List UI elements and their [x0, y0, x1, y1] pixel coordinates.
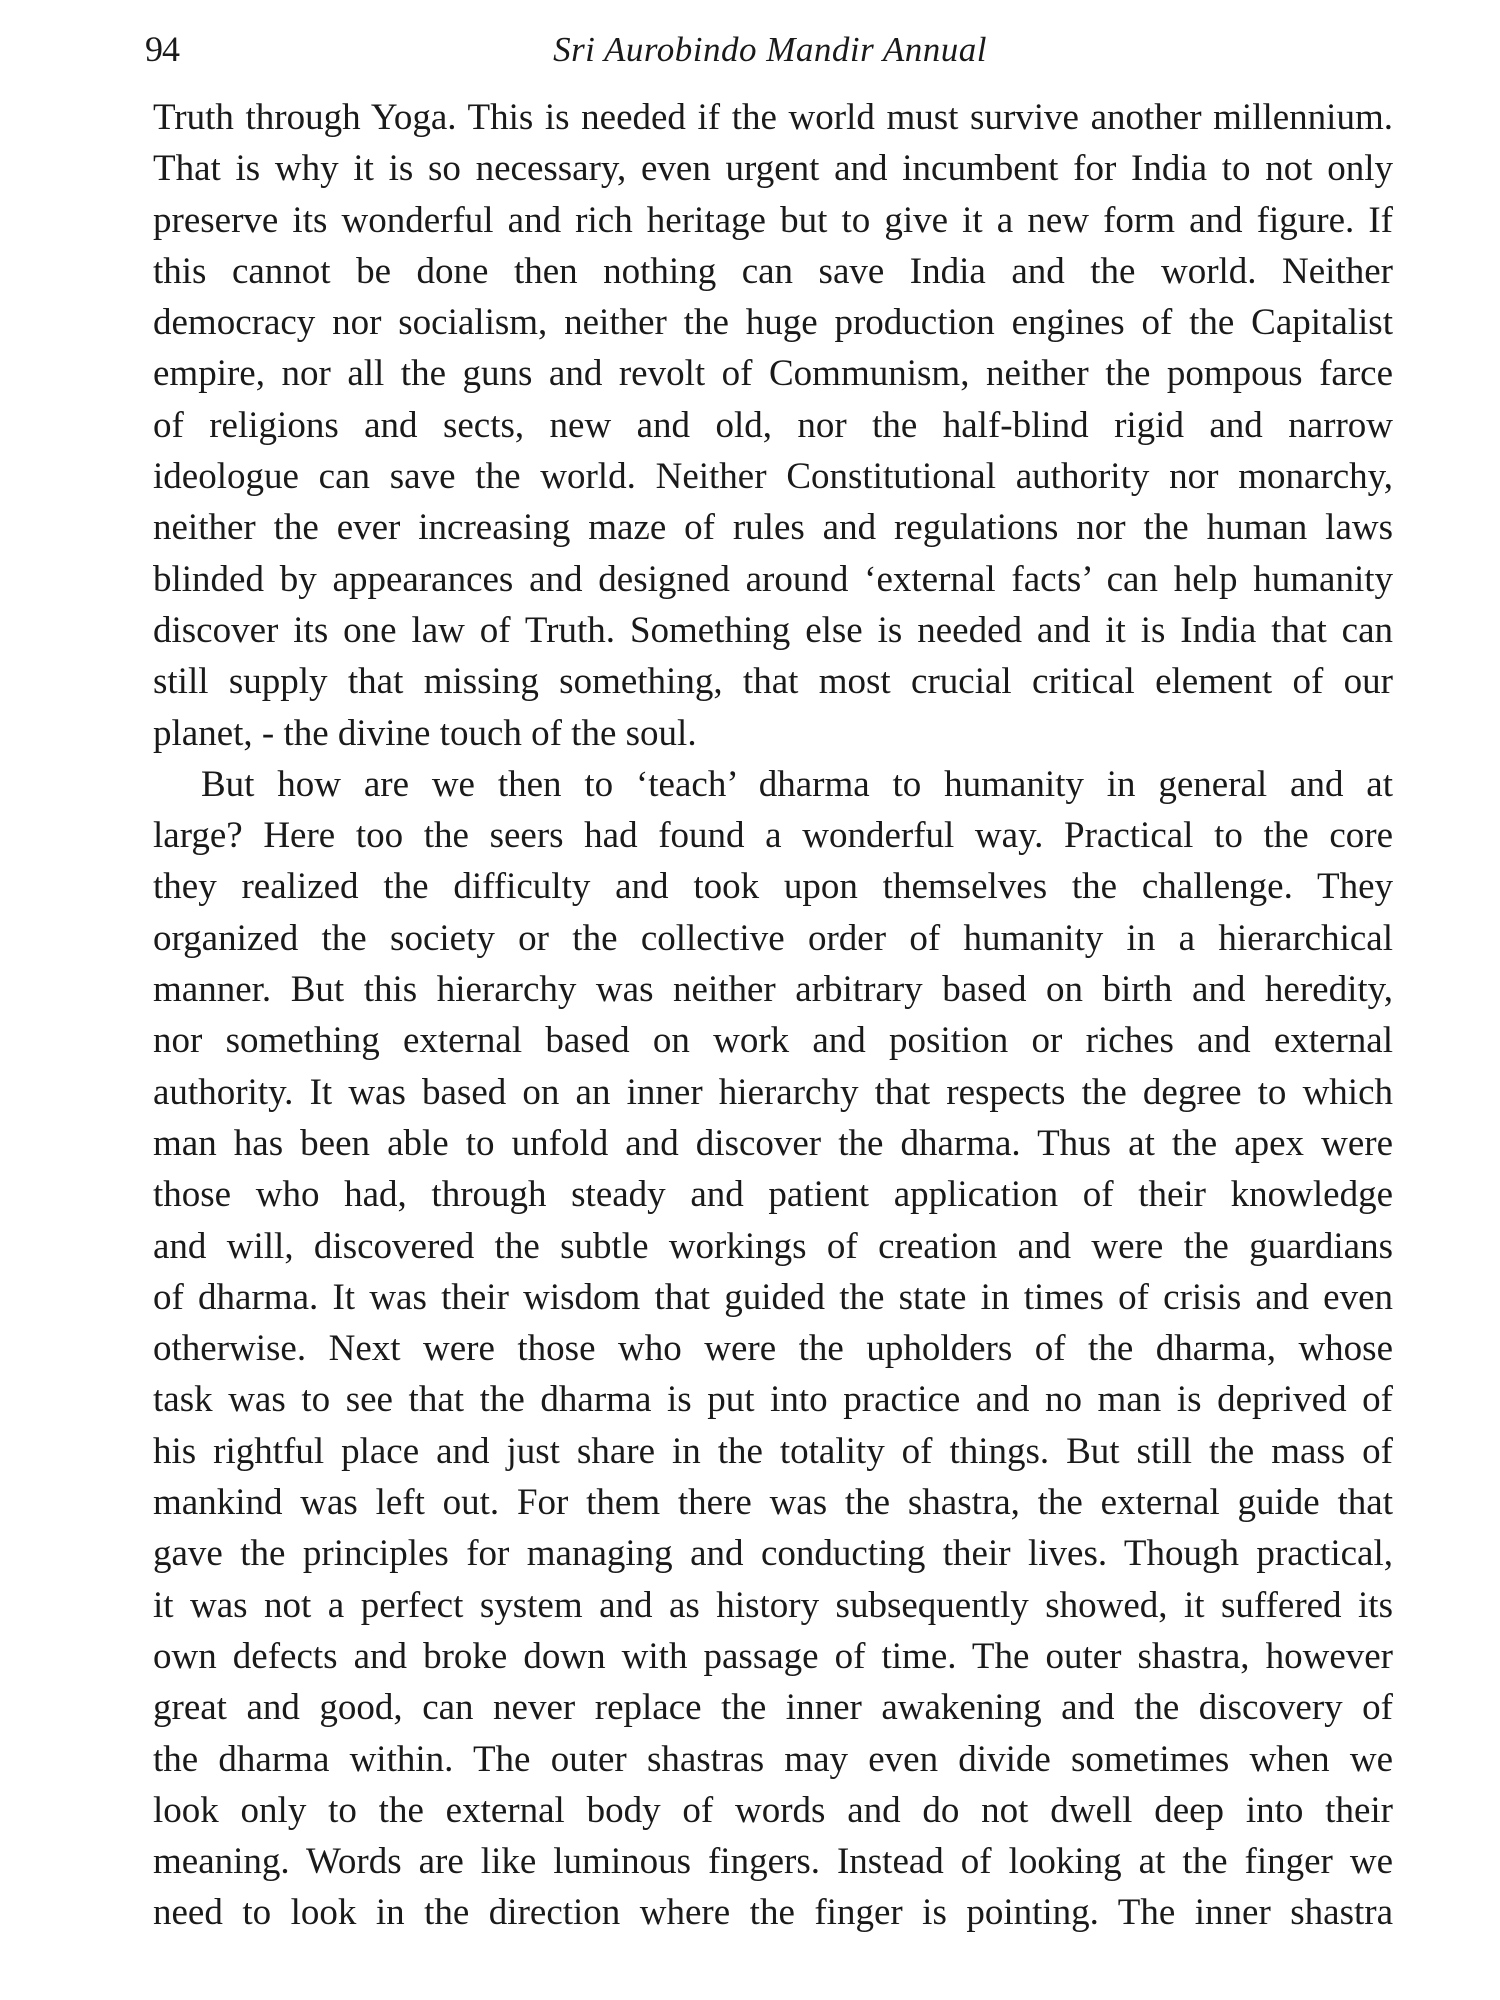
text-line: own defects and broke down with passage of time. The outer shastra, however: [153, 1635, 1393, 1677]
text-line: they realized the difficulty and took upon themselves the challenge. They: [153, 866, 1393, 908]
text-line: organized the society or the collective order of humanity in a hierarchical: [153, 917, 1393, 959]
text-line: neither the ever increasing maze of rules and regulations nor the human laws: [153, 507, 1393, 549]
text-line: That is why it is so necessary, even urgent and incumbent for India to not only: [153, 148, 1393, 190]
text-line: those who had, through steady and patient application of their knowledge: [153, 1174, 1393, 1216]
text-line: otherwise. Next were those who were the upholders of the dharma, whose: [153, 1328, 1393, 1370]
text-line: preserve its wonderful and rich heritage but to give it a new form and figure. If: [153, 199, 1393, 241]
text-line: authority. It was based on an inner hierarchy that respects the degree to which: [153, 1071, 1393, 1113]
text-line: gave the principles for managing and conducting their lives. Though practical,: [153, 1533, 1393, 1575]
text-line: But how are we then to ‘teach’ dharma to humanity in general and at: [201, 763, 1393, 805]
text-line: man has been able to unfold and discover the dharma. Thus at the apex were: [153, 1122, 1393, 1164]
text-line: planet, - the divine touch of the soul.: [153, 712, 697, 754]
text-line: of dharma. It was their wisdom that guided the state in times of crisis and even: [153, 1276, 1393, 1318]
text-line: nor something external based on work and position or riches and external: [153, 1020, 1393, 1062]
text-line: need to look in the direction where the finger is pointing. The inner shastra: [153, 1892, 1393, 1934]
text-line: discover its one law of Truth. Something else is needed and it is India that can: [153, 609, 1393, 651]
page-number: 94: [145, 29, 179, 69]
running-title: Sri Aurobindo Mandir Annual: [553, 30, 987, 69]
paragraph: [153, 759, 1393, 1939]
text-line: democracy nor socialism, neither the huge production engines of the Capitalist: [153, 302, 1393, 344]
text-line: task was to see that the dharma is put into practice and no man is deprived of: [153, 1379, 1393, 1421]
text-line: and will, discovered the subtle workings of creation and were the guardians: [153, 1225, 1393, 1267]
text-line: it was not a perfect system and as history subsequently showed, it suffered its: [153, 1584, 1393, 1626]
body-text: [153, 92, 1393, 1939]
text-line: large? Here too the seers had found a wonderful way. Practical to the core: [153, 815, 1393, 857]
text-line: mankind was left out. For them there was the shastra, the external guide that: [153, 1482, 1393, 1524]
text-line: his rightful place and just share in the totality of things. But still the mass of: [153, 1430, 1393, 1472]
text-line: Truth through Yoga. This is needed if the world must survive another millennium.: [153, 97, 1393, 138]
text-line: look only to the external body of words and do not dwell deep into their: [153, 1789, 1393, 1831]
text-line: this cannot be done then nothing can save India and the world. Neither: [153, 250, 1393, 292]
text-line: empire, nor all the guns and revolt of Communism, neither the pompous farce: [153, 353, 1393, 395]
text-line: still supply that missing something, that most crucial critical element of our: [153, 661, 1393, 703]
text-line: meaning. Words are like luminous fingers. Instead of looking at the finger we: [153, 1841, 1393, 1883]
text-line: great and good, can never replace the inner awakening and the discovery of: [153, 1687, 1393, 1729]
text-line: manner. But this hierarchy was neither arbitrary based on birth and heredity,: [153, 969, 1393, 1011]
paragraph: [153, 92, 1393, 759]
text-line: ideologue can save the world. Neither Constitutional authority nor monarchy,: [153, 456, 1393, 498]
text-line: blinded by appearances and designed around ‘external facts’ can help humanity: [153, 558, 1393, 600]
text-line: the dharma within. The outer shastras may even divide sometimes when we: [153, 1738, 1393, 1780]
text-line: of religions and sects, new and old, nor the half-blind rigid and narrow: [153, 404, 1393, 446]
